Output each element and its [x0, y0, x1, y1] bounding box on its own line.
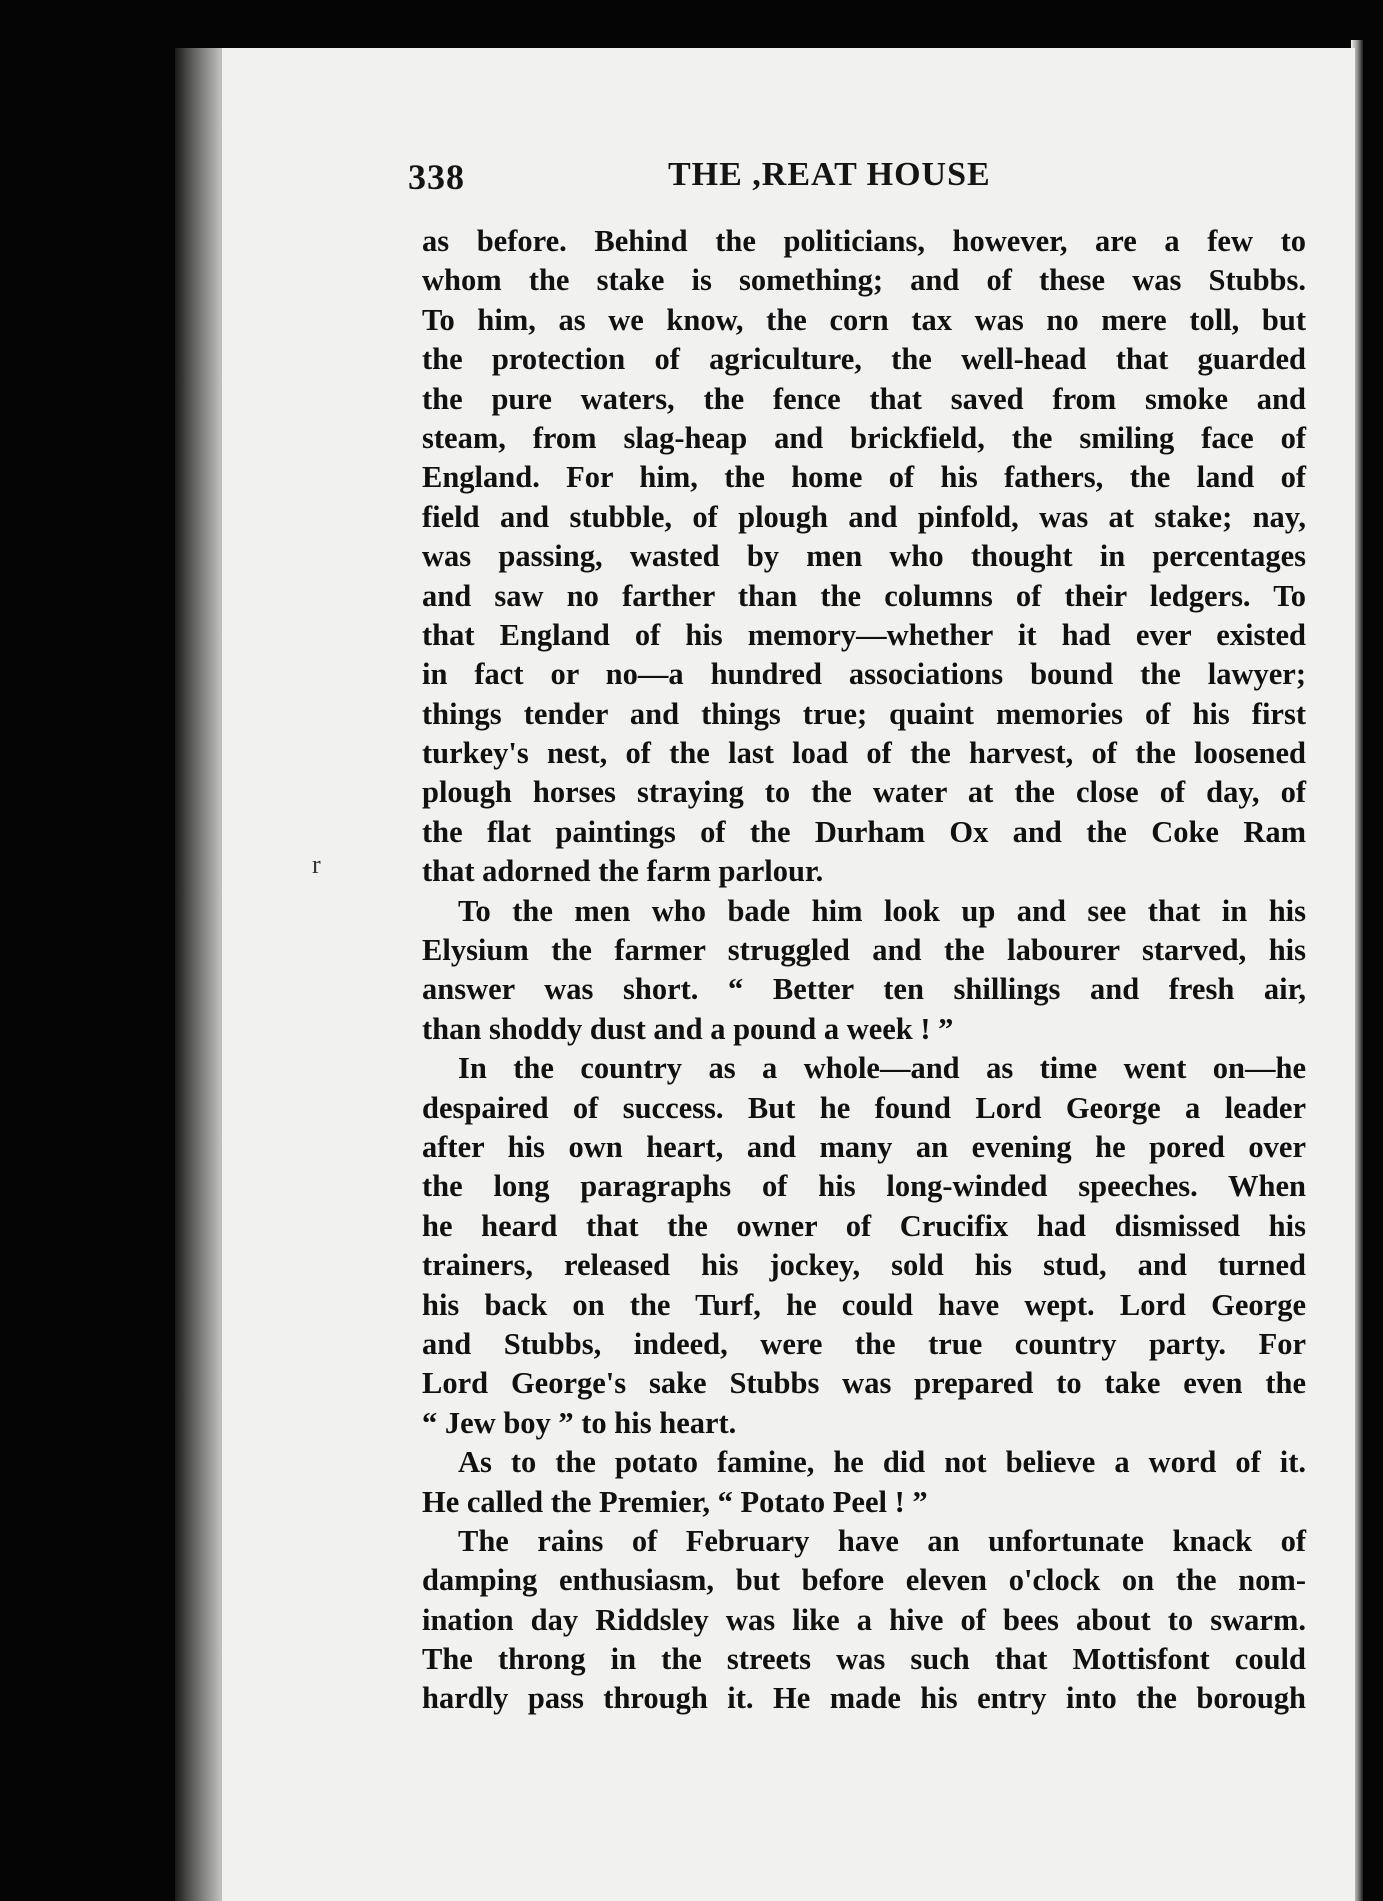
text-line: hardly pass through it. He made his entry into the borough — [422, 1681, 1306, 1716]
text-line: than shoddy dust and a pound a week ! ” — [422, 1011, 954, 1046]
text-line: As to the potato famine, he did not believe a word of it. — [458, 1445, 1306, 1480]
text-line: and Stubbs, indeed, were the true country party. For — [422, 1326, 1306, 1361]
text-line: the protection of agriculture, the well-head that guarded — [422, 342, 1306, 377]
text-line: that England of his memory—whether it had ever existed — [422, 617, 1306, 652]
page-header — [408, 156, 1058, 200]
text-line: To the men who bade him look up and see that in his — [458, 893, 1306, 928]
text-line: turkey's nest, of the last load of the harvest, of the loosened — [422, 736, 1306, 771]
body-text — [422, 222, 1306, 1719]
text-line: plough horses straying to the water at the close of day, of — [422, 775, 1306, 810]
running-title: THE ,REAT HOUSE — [668, 156, 991, 193]
scan-border — [1363, 40, 1383, 1901]
text-line: the pure waters, the fence that saved from smoke and — [422, 381, 1306, 416]
text-line: the long paragraphs of his long-winded speeches. When — [422, 1169, 1306, 1204]
text-line: Lord George's sake Stubbs was prepared to take even the — [422, 1366, 1306, 1401]
text-line: in fact or no—a hundred associations bound the lawyer; — [422, 657, 1306, 692]
text-line: The rains of February have an unfortunate knack of — [458, 1523, 1306, 1558]
text-line: steam, from slag-heap and brickfield, the smiling face of — [422, 420, 1306, 455]
text-line: To him, as we know, the corn tax was no mere toll, but — [422, 302, 1306, 337]
text-line: he heard that the owner of Crucifix had dismissed his — [422, 1208, 1306, 1243]
text-line: He called the Premier, “ Potato Peel ! ” — [422, 1484, 928, 1519]
text-line: ination day Riddsley was like a hive of bees about to swarm. — [422, 1602, 1306, 1637]
text-line: was passing, wasted by men who thought in percentages — [422, 539, 1306, 574]
margin-mark: r — [312, 850, 321, 879]
text-line: field and stubble, of plough and pinfold, was at stake; nay, — [422, 499, 1306, 534]
text-line: whom the stake is something; and of these was Stubbs. — [422, 263, 1306, 298]
text-line: after his own heart, and many an evening he pored over — [422, 1129, 1306, 1164]
text-line: things tender and things true; quaint memories of his first — [422, 696, 1306, 731]
text-line: England. For him, the home of his fathers, the land of — [422, 460, 1306, 495]
text-line: his back on the Turf, he could have wept. Lord George — [422, 1287, 1306, 1322]
text-line: Elysium the farmer struggled and the labourer starved, his — [422, 933, 1306, 968]
page-number: 338 — [408, 157, 465, 197]
text-line: as before. Behind the politicians, however, are a few to — [422, 224, 1306, 258]
text-line: answer was short. “ Better ten shillings and fresh air, — [422, 972, 1306, 1007]
text-line: that adorned the farm parlour. — [422, 854, 824, 889]
text-line: “ Jew boy ” to his heart. — [422, 1405, 737, 1440]
text-line: trainers, released his jockey, sold his stud, and turned — [422, 1248, 1306, 1283]
text-line: In the country as a whole—and as time went on—he — [458, 1051, 1306, 1086]
text-line: damping enthusiasm, but before eleven o'clock on the nom- — [422, 1563, 1306, 1598]
text-line: the flat paintings of the Durham Ox and the Coke Ram — [422, 814, 1306, 849]
text-line: The throng in the streets was such that Mottisfont could — [422, 1642, 1306, 1677]
text-line: and saw no farther than the columns of their ledgers. To — [422, 578, 1306, 613]
text-line: despaired of success. But he found Lord George a leader — [422, 1090, 1306, 1125]
